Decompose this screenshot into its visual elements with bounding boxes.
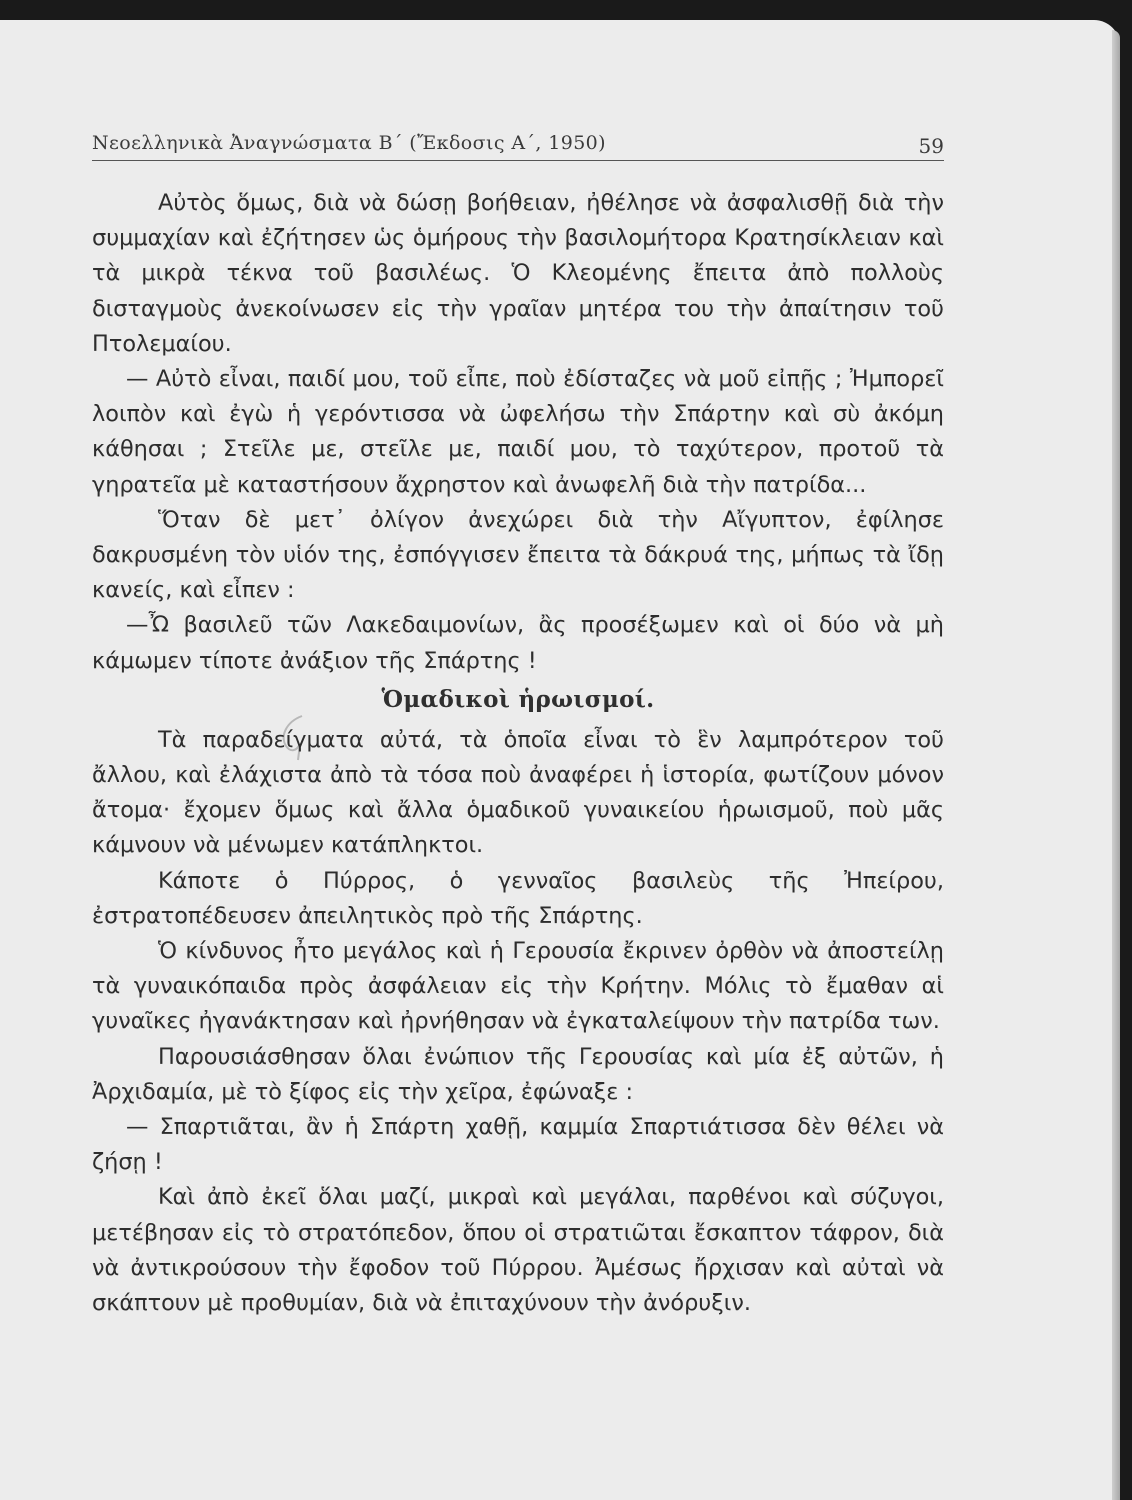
paragraph: — Σπαρτιᾶται, ἂν ἡ Σπάρτη χαθῇ, καμμία Σπαρτιάτισσα δὲν θέλει νὰ ζήσῃ ! [92, 1114, 944, 1176]
running-head-title: Νεοελληνικὰ Ἀναγνώσματα Β΄ (Ἔκδοσις Α΄, 1950) [92, 132, 606, 154]
body-text [92, 186, 944, 1321]
paragraph: Αὐτὸς ὅμως, διὰ νὰ δώσῃ βοήθειαν, ἠθέλησε νὰ ἀσφαλισθῇ διὰ τὴν συμμαχίαν καὶ ἐζήτησεν ὡς ὁμήρους τὴν βασιλομήτορα Κρατησίκλειαν καὶ τὰ μικρὰ τέκνα τοῦ βασιλέως. Ὁ Κλεομένης ἔπειτα ἀπὸ πολλοὺς δισταγμοὺς ἀνεκοίνωσεν εἰς τὴν γραῖαν μητέρα του τὴν ἀπαίτησιν τοῦ Πτολεμαίου. [92, 190, 944, 357]
paragraph: Ὅταν δὲ μετ᾽ ὀλίγον ἀνεχώρει διὰ τὴν Αἴγυπτον, ἐφίλησε δακρυσμένη τὸν υἱόν της, ἐσπόγγισεν ἔπειτα τὰ δάκρυά της, μήπως τὰ ἴδῃ κανείς, καὶ εἶπεν : [92, 506, 944, 604]
running-head [92, 132, 944, 161]
paragraph: Ὁ κίνδυνος ἦτο μεγάλος καὶ ἡ Γερουσία ἔκρινεν ὀρθὸν νὰ ἀποστείλῃ τὰ γυναικόπαιδα πρὸς ἀσφάλειαν εἰς τὴν Κρήτην. Μόλις τὸ ἔμαθαν αἱ γυναῖκες ἠγανάκτησαν καὶ ἠρνήθησαν νὰ ἐγκαταλείψουν τὴν πατρίδα των. [92, 938, 944, 1035]
page-edge [1112, 30, 1120, 1500]
section-heading: Ὁμαδικοὶ ἡρωισμοί. [381, 685, 655, 713]
paragraph: Παρουσιάσθησαν ὅλαι ἐνώπιον τῆς Γερουσίας καὶ μία ἐξ αὐτῶν, ἡ Ἀρχιδαμία, μὲ τὸ ξίφος εἰς τὴν χεῖρα, ἐφώναξε : [92, 1043, 944, 1105]
paragraph: Καὶ ἀπὸ ἐκεῖ ὅλαι μαζί, μικραὶ καὶ μεγάλαι, παρθένοι καὶ σύζυγοι, μετέβησαν εἰς τὸ στρατόπεδον, ὅπου οἱ στρατιῶται ἔσκαπτον τάφρον, διὰ νὰ ἀντικρούσουν τὴν ἔφοδον τοῦ Πύρρου. Ἀμέσως ἤρχισαν καὶ αὐταὶ νὰ σκάπτουν μὲ προθυμίαν, διὰ νὰ ἐπιταχύνουν τὴν ἀνόρυξιν. [92, 1184, 944, 1317]
page-number: 59 [918, 134, 944, 158]
paragraph: Τὰ παραδείγματα αὐτά, τὰ ὁποῖα εἶναι τὸ ἓν λαμπρότερον τοῦ ἄλλου, καὶ ἐλάχιστα ἀπὸ τὰ τόσα ποὺ ἀναφέρει ἡ ἱστορία, φωτίζουν μόνον ἄτομα· ἔχομεν ὅμως καὶ ἄλλα ὁμαδικοῦ γυναικείου ἡρωισμοῦ, ποὺ μᾶς κάμνουν νὰ μένωμεν κατάπληκτοι. [92, 726, 944, 859]
paragraph: —Ὦ βασιλεῦ τῶν Λακεδαιμονίων, ἂς προσέξωμεν καὶ οἱ δύο νὰ μὴ κάμωμεν τίποτε ἀνάξιον τῆς Σπάρτης ! [92, 612, 944, 674]
paragraph: Κάποτε ὁ Πύρρος, ὁ γενναῖος βασιλεὺς τῆς Ἠπείρου, ἐστρατοπέδευσεν ἀπειλητικὸς πρὸ τῆς Σπάρτης. [92, 867, 944, 929]
paragraph: — Αὐτὸ εἶναι, παιδί μου, τοῦ εἶπε, ποὺ ἐδίσταζες νὰ μοῦ εἰπῇς ; Ἠμπορεῖ λοιπὸν καὶ ἐγὼ ἡ γερόντισσα νὰ ὠφελήσω τὴν Σπάρτην καὶ σὺ ἀκόμη κάθησαι ; Στεῖλε με, στεῖλε με, παιδί μου, τὸ ταχύτερον, προτοῦ τὰ γηρατεῖα μὲ καταστήσουν ἄχρηστον καὶ ἀνωφελῆ διὰ τὴν πατρίδα... [92, 366, 944, 498]
